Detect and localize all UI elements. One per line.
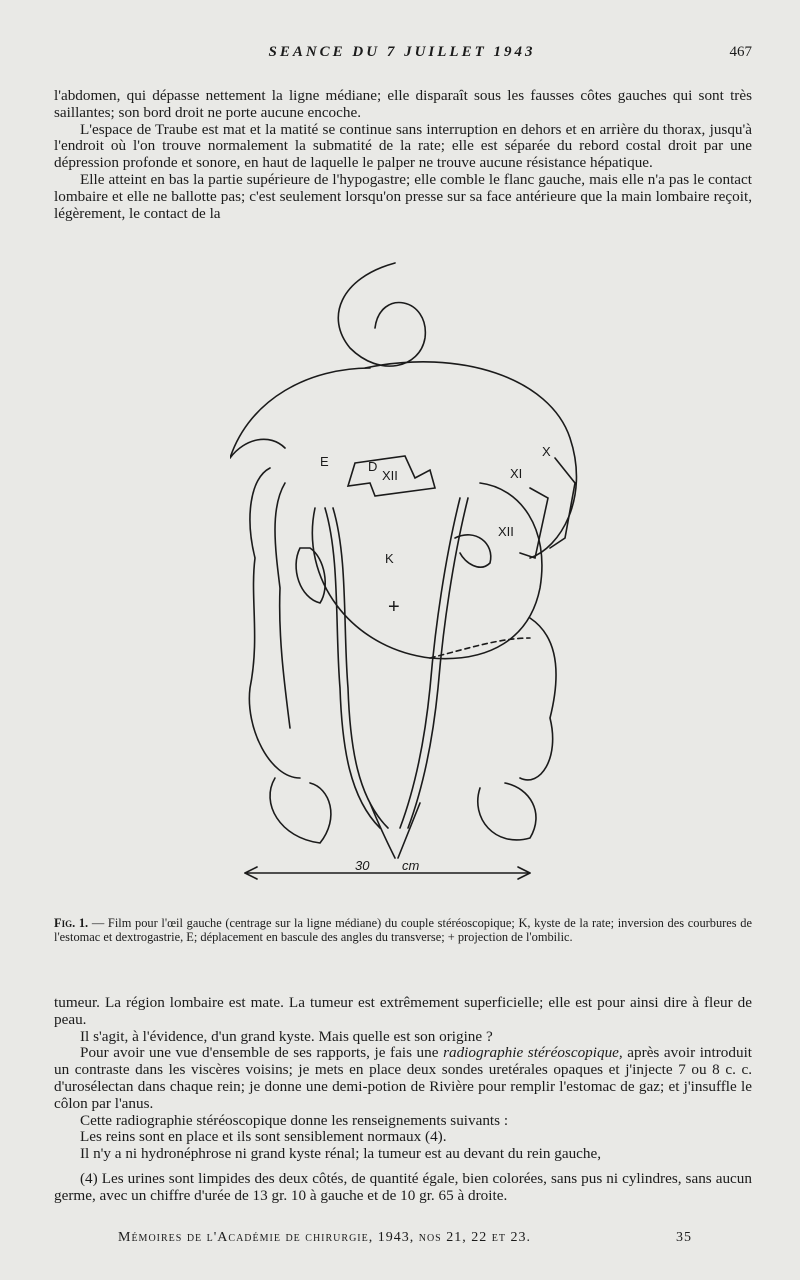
- footnote: (4) Les urines sont limpides des deux côtés, de quantité égale, bien colorées, sans pus ni cylindres, sans aucun germe, avec un chiffre d'urée de 13 gr. 10 à gauche et de 10 gr. 65 à droite.: [54, 1170, 752, 1204]
- label-xi: XI: [510, 466, 523, 481]
- caption-text: — Film pour l'œil gauche (centrage sur la ligne médiane) du couple stéréoscopique; K, kyste de la rate; inversion des courbures de l'estomac et dextrogastrie, E; déplacement en bascule des angles du transverse; + projection de l'ombilic.: [54, 916, 752, 945]
- label-e: E: [320, 454, 329, 469]
- radiograph-drawing: [230, 258, 600, 888]
- label-d: D: [368, 459, 378, 474]
- cyst-outline: [312, 483, 542, 659]
- right-ureter: [400, 498, 460, 828]
- transverse-dashed: [430, 638, 530, 658]
- stomach-outline: [338, 263, 425, 366]
- left-ureter-b: [333, 508, 388, 828]
- label-xii-left: XII: [382, 468, 398, 483]
- paragraph: [54, 1045, 752, 1112]
- right-ureter-b: [408, 498, 468, 828]
- paragraph: Il n'y a ni hydronéphrose ni grand kyste rénal; la tumeur est au devant du rein gauche,: [80, 1145, 602, 1163]
- running-title: SEANCE DU 7 JUILLET 1943: [268, 44, 536, 60]
- descending-colon: [520, 618, 556, 780]
- label-xii-right: XII: [498, 524, 514, 539]
- label-x: X: [542, 444, 551, 459]
- top-text-block: [54, 88, 752, 222]
- liver-edge: [230, 439, 285, 458]
- right-kidney: [455, 535, 491, 567]
- footer-sheet-number: 35: [676, 1230, 692, 1245]
- pelvis-left: [270, 778, 331, 843]
- paragraph: Elle atteint en bas la partie supérieure de l'hypogastre; elle comble le flanc gauche, mais elle n'a pas le contact lombaire et elle ne ballotte pas; c'est seulement lorsqu'on presse sur sa face antérieure que la main lombaire reçoit, légèrement, le contact de la: [54, 170, 752, 222]
- paragraph: tumeur. La région lombaire est mate. La tumeur est extrêmement superficielle; elle est pour ainsi dire à fleur de peau.: [54, 994, 752, 1028]
- page-number: 467: [729, 44, 752, 60]
- stomach-curve: [365, 362, 576, 558]
- paragraph: Cette radiographie stéréoscopique donne les renseignements suivants :: [80, 1111, 509, 1129]
- paragraph: l'abdomen, qui dépasse nettement la ligne médiane; elle disparaît sous les fausses côtes gauches qui sont très saillantes; son bord droit ne porte aucune encoche.: [54, 87, 752, 121]
- upper-left-curve: [230, 368, 370, 458]
- rib-x: [550, 458, 575, 548]
- paragraph-part: Pour avoir une vue d'ensemble de ses rapports, je fais une: [80, 1044, 444, 1062]
- pelvis-right: [478, 783, 536, 840]
- left-ureter: [325, 508, 380, 828]
- paragraph-part: après avoir introduit un contraste dans les viscères voisins; je mets en place deux sondes uretérales opaques et j'injecte 7 ou 8 c. c. d'urosélectan dans chaque rein; je donne une demi-potion de Rivière pour remplir l'estomac de gaz; et j'insuffle le côlon par l'anus.: [54, 1044, 753, 1112]
- ascending-colon: [249, 468, 300, 778]
- ascending-colon-inner: [275, 483, 290, 728]
- paragraph: Les reins sont en place et ils sont sensiblement normaux (4).: [80, 1128, 447, 1146]
- footer-journal: Mémoires de l'Académie de chirurgie, 1943, nos 21, 22 et 23.: [118, 1230, 531, 1245]
- bottom-text-block: [54, 995, 752, 1163]
- caption-label: Fig. 1.: [54, 916, 89, 930]
- paragraph: L'espace de Traube est mat et la matité se continue sans interruption en dehors et en arrière du thorax, jusqu'à l'endroit où l'on trouve normalement la submatité de la rate; elle est séparée du rebord costal droit par une dépression profonde et sonore, en haut de laquelle le palper ne trouve aucune résistance hépatique.: [54, 120, 752, 172]
- label-umbilicus: +: [388, 596, 400, 618]
- pelvis-center: [370, 803, 420, 858]
- label-k: K: [385, 551, 394, 566]
- scale-unit: cm: [402, 858, 420, 873]
- paragraph-emphasis: radiographie stéréoscopique,: [443, 1044, 623, 1062]
- scale-value: 30: [355, 858, 370, 873]
- paragraph: Il s'agit, à l'évidence, d'un grand kyste. Mais quelle est son origine ?: [80, 1027, 493, 1045]
- page-header: [52, 44, 752, 66]
- figure-caption: [54, 916, 752, 944]
